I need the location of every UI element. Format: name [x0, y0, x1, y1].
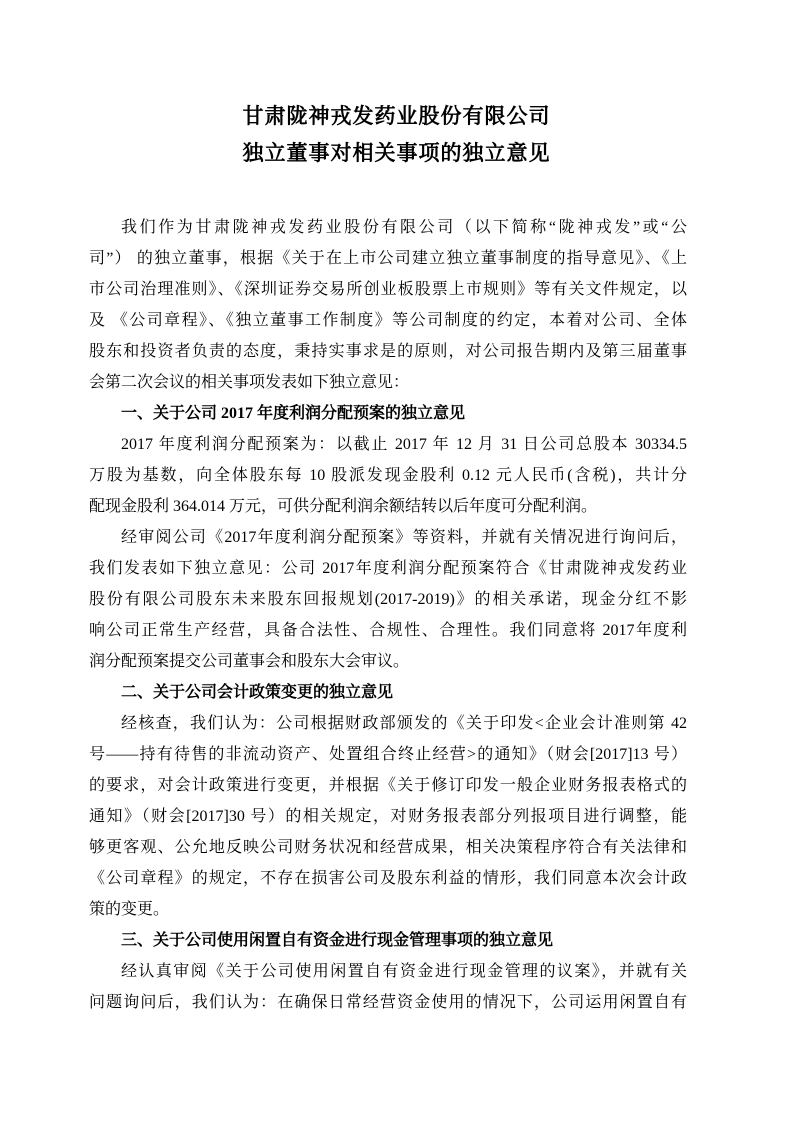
- paragraph-line: 策的变更。: [89, 901, 170, 918]
- paragraph-line: 通知》（财会[2017]30 号）的相关规定，对财务报表部分列报项目进行调整，能: [89, 808, 687, 825]
- paragraph-line: 司”） 的独立董事，根据《关于在上市公司建立独立董事制度的指导意见》、《上: [89, 250, 687, 267]
- paragraph-line: 股份有限公司股东未来股东回报规划(2017-2019)》的相关承诺，现金分红不影: [89, 591, 687, 608]
- paragraph-line: 经核查，我们认为：公司根据财政部颁发的《关于印发<企业会计准则第 42: [121, 715, 687, 732]
- paragraph-line: 万股为基数，向全体股东每 10 股派发现金股利 0.12 元人民币(含税)，共计分: [89, 467, 687, 484]
- document-title-line-1: 甘肃陇神戎发药业股份有限公司: [242, 104, 551, 128]
- paragraph-line: 2017 年度利润分配预案为：以截止 2017 年 12 月 31 日公司总股本 30334.5: [121, 436, 687, 453]
- paragraph-line: 股东和投资者负责的态度，秉持实事求是的原则，对公司报告期内及第三届董事: [89, 343, 687, 360]
- paragraph-line: 会第二次会议的相关事项发表如下独立意见：: [89, 374, 410, 391]
- section-heading: 一、关于公司 2017 年度利润分配预案的独立意见: [121, 405, 466, 422]
- paragraph-line: 我们发表如下独立意见：公司 2017年度利润分配预案符合《甘肃陇神戎发药业: [89, 560, 687, 577]
- paragraph-line: 的要求，对会计政策进行变更，并根据《关于修订印发一般企业财务报表格式的: [89, 777, 687, 794]
- document-title-line-2: 独立董事对相关事项的独立意见: [242, 141, 551, 165]
- paragraph-line: 配现金股利 364.014 万元，可供分配利润余额结转以后年度可分配利润。: [89, 498, 598, 515]
- paragraph-line: 我们作为甘肃陇神戎发药业股份有限公司（以下简称“陇神戎发”或“公: [121, 219, 687, 236]
- document-title: [0, 98, 793, 172]
- paragraph-line: 问题询问后，我们认为：在确保日常经营资金使用的情况下，公司运用闲置自有: [89, 994, 687, 1011]
- document-body: [89, 212, 687, 1018]
- paragraph-line: 号——持有待售的非流动资产、处置组合终止经营>的通知》（财会[2017]13 号）: [89, 746, 687, 763]
- paragraph-line: 经认真审阅《关于公司使用闲置自有资金进行现金管理的议案》，并就有关: [121, 963, 687, 980]
- paragraph-line: 经审阅公司《2017年度利润分配预案》等资料，并就有关情况进行询问后，: [121, 529, 687, 546]
- paragraph-line: 及 《公司章程》、《独立董事工作制度》等公司制度的约定，本着对公司、全体: [89, 312, 687, 329]
- paragraph-line: 够更客观、公允地反映公司财务状况和经营成果，相关决策程序符合有关法律和: [89, 839, 687, 856]
- paragraph-line: 润分配预案提交公司董事会和股东大会审议。: [89, 653, 410, 670]
- paragraph-line: 响公司正常生产经营，具备合法性、合规性、合理性。我们同意将 2017年度利: [89, 622, 687, 639]
- paragraph-line: 《公司章程》的规定，不存在损害公司及股东利益的情形，我们同意本次会计政: [89, 870, 687, 887]
- section-heading: 三、关于公司使用闲置自有资金进行现金管理事项的独立意见: [121, 932, 554, 949]
- paragraph-line: 市公司治理准则》、《深圳证券交易所创业板股票上市规则》等有关文件规定，以: [89, 281, 687, 298]
- section-heading: 二、关于公司会计政策变更的独立意见: [121, 684, 394, 701]
